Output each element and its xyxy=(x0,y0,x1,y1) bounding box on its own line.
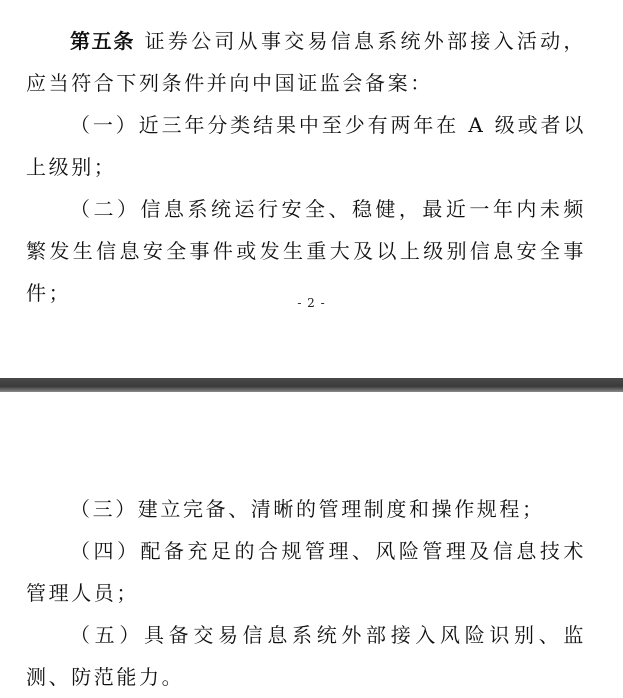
condition-item-1: （一）近三年分类结果中至少有两年在 A 级或者以上级别； xyxy=(26,113,586,179)
condition-item-5: （五）具备交易信息系统外部接入风险识别、监测、防范能力。 xyxy=(26,623,586,689)
condition-item-2: （二）信息系统运行安全、稳健，最近一年内未频繁发生信息安全事件或发生重大及以上级别信息安全事件； xyxy=(26,197,586,305)
condition-item-4: （四）配备充足的合规管理、风险管理及信息技术管理人员； xyxy=(26,539,586,605)
article-five-paragraph xyxy=(26,20,586,104)
page-number: - 2 - xyxy=(297,296,326,310)
article-text: 证券公司从事交易信息系统外部接入活动，应当符合下列条件并向中国证监会备案： xyxy=(26,29,587,95)
article-heading: 第五条 xyxy=(70,29,135,53)
condition-item-3: （三）建立完备、清晰的管理制度和操作规程； xyxy=(70,497,545,521)
page-separator xyxy=(0,378,623,392)
